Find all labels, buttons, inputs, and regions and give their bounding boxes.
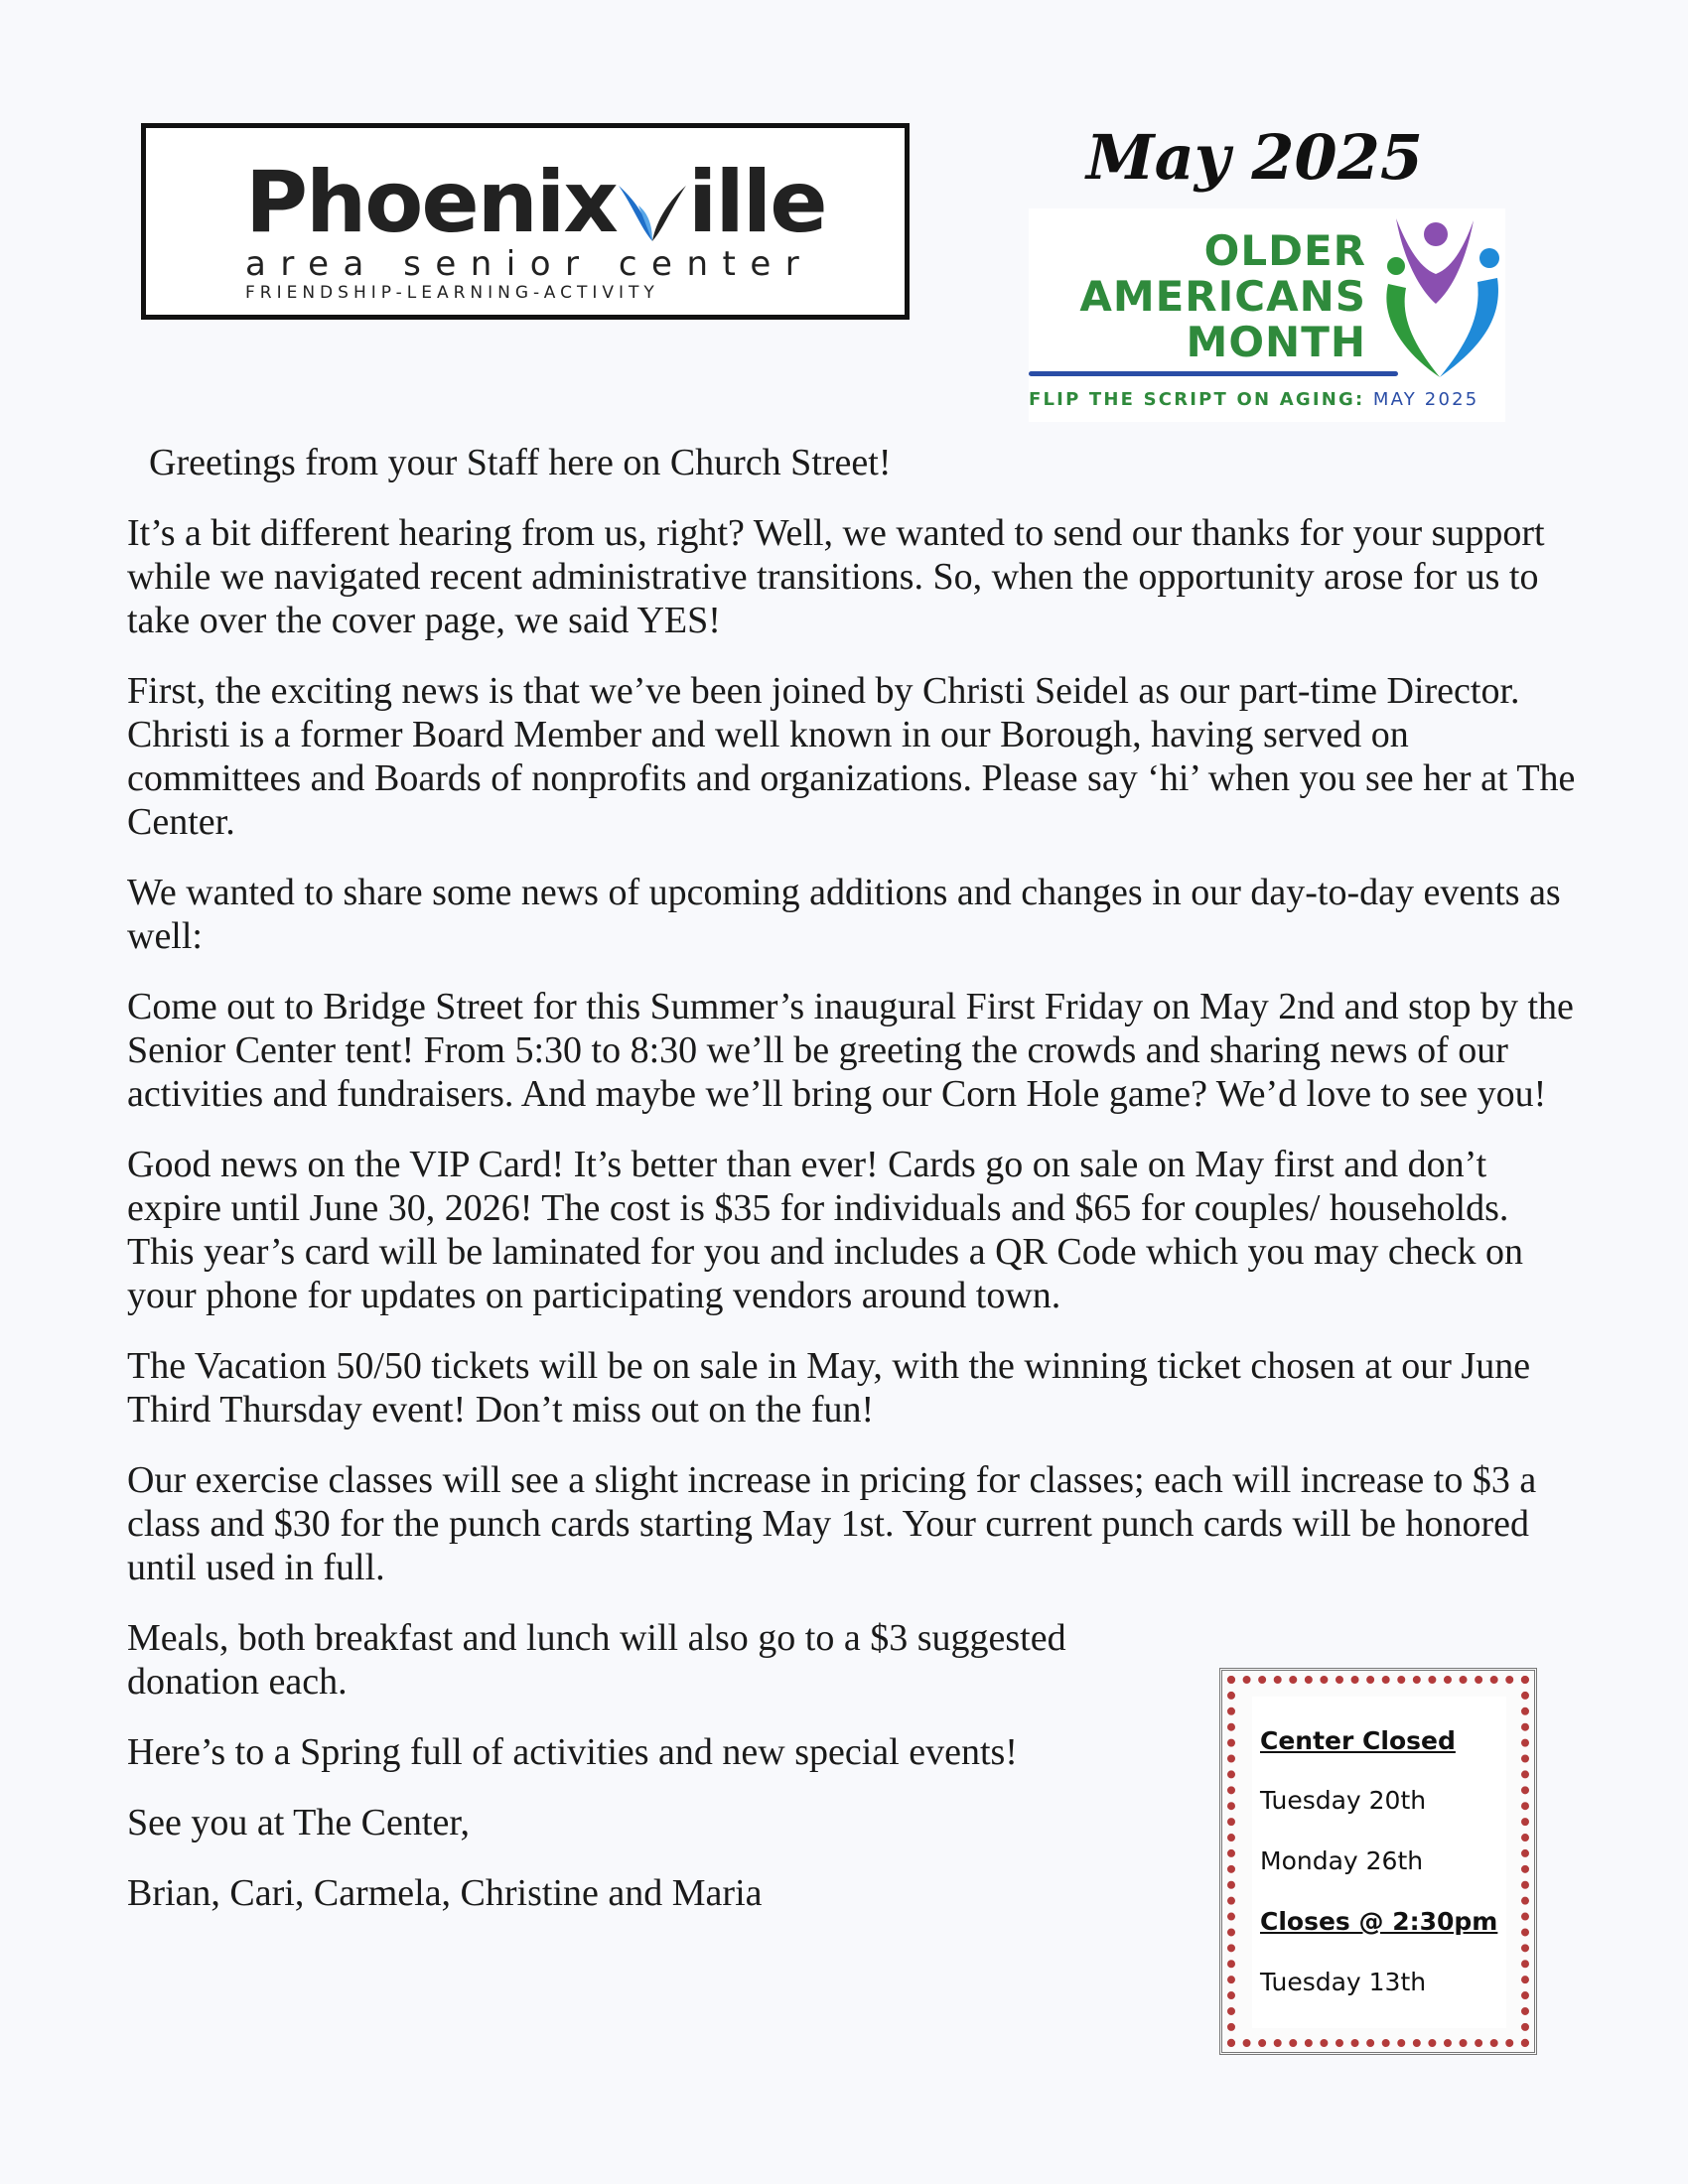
older-americans-month-badge (1029, 208, 1505, 422)
early-close-date: Tuesday 13th (1260, 1968, 1427, 1996)
badge-tagline (1029, 391, 1505, 409)
closing: See you at The Center, (127, 1802, 470, 1843)
paragraph-thanks: It’s a bit different hearing from us, right? Well, we wanted to send our thanks for your support while we navigated recent administrative transitions. So, when the opportunity arose for us to take over the cover page, we said YES! (127, 512, 1545, 641)
logo-tagline: FRIENDSHIP-LEARNING-ACTIVITY (245, 283, 659, 303)
paragraph-exercise-pricing: Our exercise classes will see a slight increase in pricing for classes; each will increase to $3 a class and $30 for the punch cards starting May 1st. Your current punch cards will be honored until used in full. (127, 1459, 1537, 1588)
center-closed-box (1219, 1668, 1537, 2055)
paragraph-vacation-5050: The Vacation 50/50 tickets will be on sale in May, with the winning ticket chosen at our June Third Thursday event! Don’t miss out on the fun! (127, 1345, 1531, 1431)
center-closed-content (1252, 1697, 1506, 2028)
logo-wordmark (245, 153, 826, 252)
closed-date-1: Tuesday 20th (1260, 1786, 1427, 1815)
badge-tagline-date: MAY 2025 (1372, 389, 1479, 410)
closed-date-2: Monday 26th (1260, 1846, 1424, 1875)
paragraph-meals: Meals, both breakfast and lunch will also go to a $3 suggested donation each. (127, 1617, 1066, 1703)
early-close-heading: Closes @ 2:30pm (1260, 1907, 1498, 1936)
logo-box (141, 123, 910, 320)
phoenix-v-icon (613, 176, 692, 245)
logo-name-part1: Phoenix (245, 153, 617, 252)
signature: Brian, Cari, Carmela, Christine and Maria (127, 1872, 763, 1914)
logo-name-part2: ille (687, 153, 826, 252)
logo-subtitle: area senior center (245, 244, 814, 284)
badge-title (1029, 228, 1366, 365)
month-title: May 2025 (1086, 121, 1423, 194)
paragraph-vip-card: Good news on the VIP Card! It’s better than ever! Cards go on sale on May first and don’t expire until June 30, 2026! The cost is $35 for individuals and $65 for couples/ households. This year’s card will be laminated for you and includes a QR Code which you may check on your phone for updates on participating vendors around town. (127, 1144, 1523, 1316)
paragraph-upcoming: We wanted to share some news of upcoming additions and changes in our day-to-day events as well: (127, 872, 1561, 957)
people-heart-icon (1378, 208, 1505, 387)
badge-line-1: OLDER (1203, 226, 1366, 275)
badge-tagline-main: FLIP THE SCRIPT ON AGING: (1029, 389, 1365, 410)
badge-line-2: AMERICANS (1079, 272, 1366, 321)
greeting: Greetings from your Staff here on Church Street! (149, 442, 892, 483)
center-closed-heading: Center Closed (1260, 1726, 1456, 1755)
paragraph-first-friday: Come out to Bridge Street for this Summer’s inaugural First Friday on May 2nd and stop by the Senior Center tent! From 5:30 to 8:30 we’ll be greeting the crowds and sharing news of our activities and fundraisers. And maybe we’ll bring our Corn Hole game? We’d love to see you! (127, 986, 1574, 1115)
badge-line-3: MONTH (1186, 318, 1366, 366)
badge-rule (1029, 371, 1398, 376)
paragraph-spring: Here’s to a Spring full of activities and new special events! (127, 1731, 1018, 1773)
paragraph-new-director: First, the exciting news is that we’ve been joined by Christi Seidel as our part-time Director. Christi is a former Board Member and well known in our Borough, having served on committees and Boards of nonprofits and organizations. Please say ‘hi’ when you see her at The Center. (127, 670, 1576, 843)
